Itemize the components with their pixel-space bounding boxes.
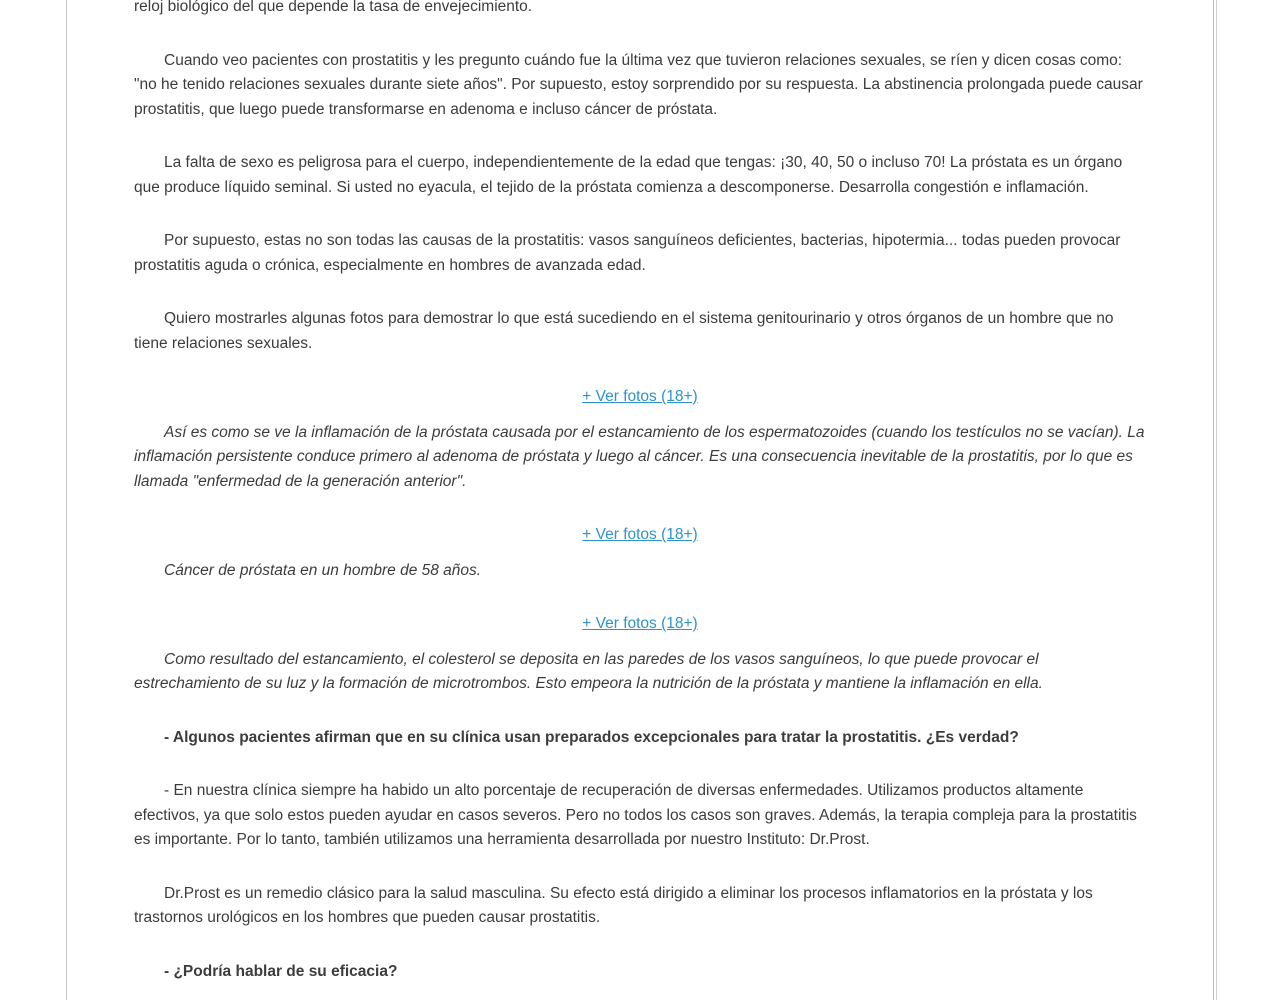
article-paragraph-caption: Como resultado del estancamiento, el colesterol se deposita en las paredes de los vasos sanguíneos, lo que puede provocar el estrechamiento de su luz y la formación de microtrombos. Esto empeora la nutrición de la próstata y mantiene la inflamación en ella. [134,650,1043,692]
article-paragraph: Quiero mostrarles algunas fotos para demostrar lo que está sucediendo en el sistema genitourinario y otros órganos de un hombre que no tiene relaciones sexuales. [134,310,1114,352]
article-container [66,0,1214,1000]
article-paragraph: Dr.Prost es un remedio clásico para la salud masculina. Su efecto está dirigido a eliminar los procesos inflamatorios en la próstata y los trastornos urológicos en los hombres que pueden causar prostatitis. [134,884,1093,926]
article-paragraph-caption: Cáncer de próstata en un hombre de 58 años. [164,561,482,579]
photos-link-row [134,612,1146,637]
article-paragraph: Cuando veo pacientes con prostatitis y les pregunto cuándo fue la última vez que tuvieron relaciones sexuales, se ríen y dicen cosas como: "no he tenido relaciones sexuales durante siete años". Por supuesto, estoy sorprendido por su respuesta. La abstinencia prolongada puede causar prostatitis, que luego puede transformarse en adenoma e incluso cáncer de próstata. [134,51,1143,118]
photos-link-row [134,385,1146,410]
article-paragraph: Por supuesto, estas no son todas las causas de la prostatitis: vasos sanguíneos deficientes, bacterias, hipotermia... todas pueden provocar prostatitis aguda o crónica, especialmente en hombres de avanzada edad. [134,232,1121,274]
article-paragraph: reloj biológico del que depende la tasa de envejecimiento. [134,0,533,15]
interview-question: - ¿Podría hablar de su eficacia? [164,962,398,980]
article-paragraph: La falta de sexo es peligrosa para el cuerpo, independientemente de la edad que tengas: ¡30, 40, 50 o incluso 70! La próstata es un órgano que produce líquido seminal. Si usted no eyacula, el tejido de la próstata comienza a descomponerse. Desarrolla congestión e inflamación. [134,154,1123,196]
right-gutter-line [1216,0,1217,1000]
article-paragraph: - En nuestra clínica siempre ha habido un alto porcentaje de recuperación de diversas enfermedades. Utilizamos productos altamente efectivos, ya que solo estos pueden ayudar en casos severos. Pero no todos los casos son graves. Además, la terapia compleja para la prostatitis es importante. Por lo tanto, también utilizamos una herramienta desarrollada por nuestro Instituto: Dr.Prost. [134,782,1137,848]
photos-link-row [134,523,1146,548]
ver-fotos-link[interactable]: + Ver fotos (18+) [582,388,698,405]
ver-fotos-link[interactable]: + Ver fotos (18+) [582,615,698,632]
ver-fotos-link[interactable]: + Ver fotos (18+) [582,526,698,543]
article-paragraph-caption: Así es como se ve la inflamación de la próstata causada por el estancamiento de los espermatozoides (cuando los testículos no se vacían). La inflamación persistente conduce primero al adenoma de próstata y luego al cáncer. Es una consecuencia inevitable de la prostatitis, por lo que es llamada "enfermedad de la generación anterior". [134,423,1145,490]
article-body [134,0,1146,984]
interview-question: - Algunos pacientes afirman que en su clínica usan preparados excepcionales para tratar la prostatitis. ¿Es verdad? [164,728,1019,746]
